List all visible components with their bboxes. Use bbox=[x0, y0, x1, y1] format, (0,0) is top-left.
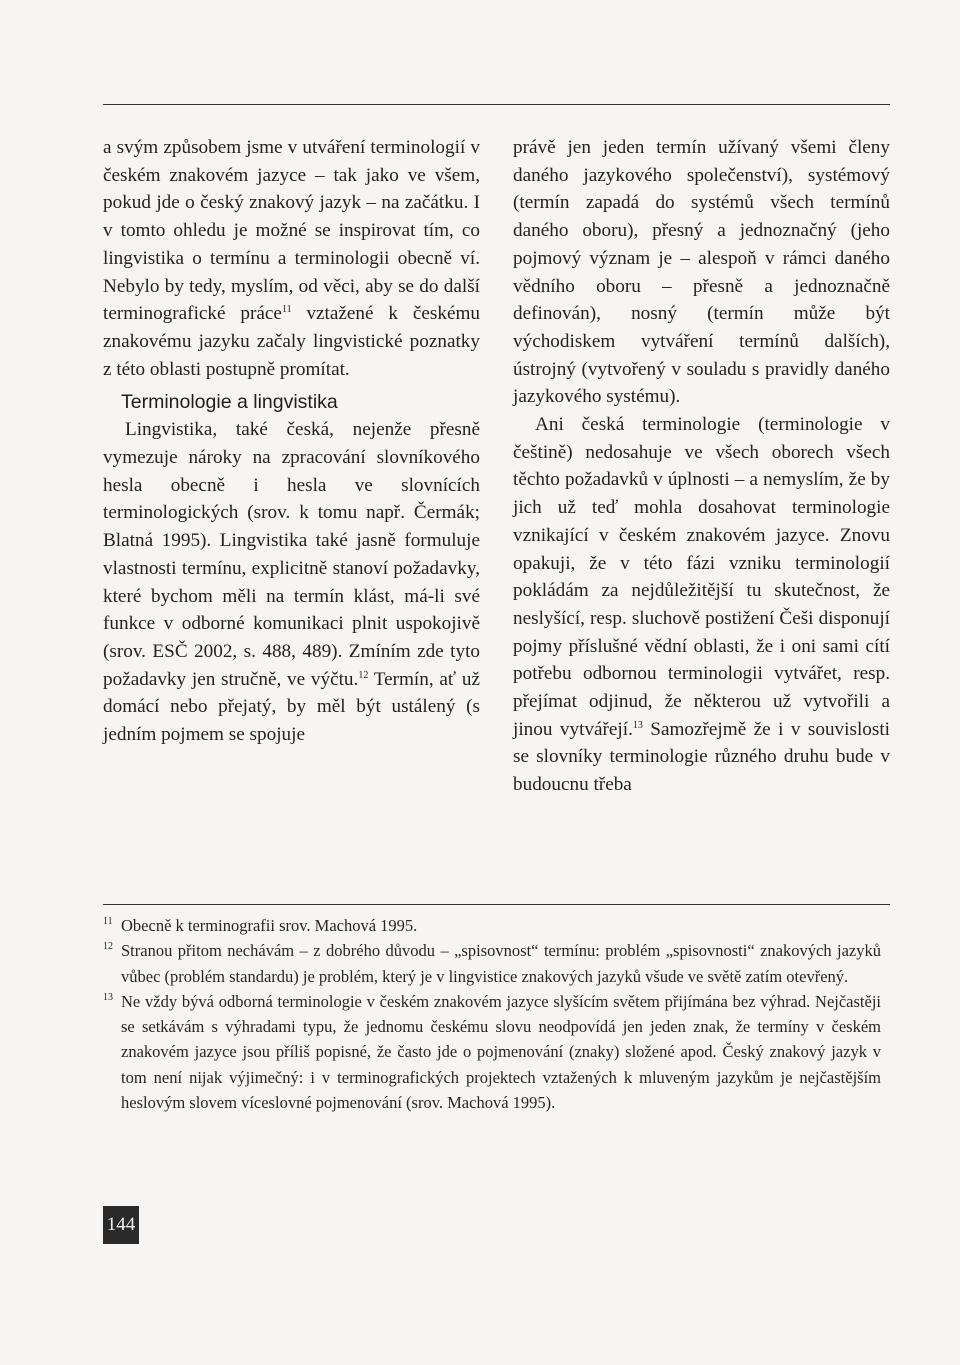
footnote-number: 11 bbox=[103, 916, 113, 927]
page-number: 144 bbox=[103, 1206, 139, 1244]
footnote-rule bbox=[103, 904, 890, 905]
footnote-number: 13 bbox=[103, 991, 113, 1003]
footnote-text: Obecně k terminografii srov. Machová 1995. bbox=[121, 916, 418, 935]
footnote-11 bbox=[103, 913, 881, 938]
footnotes bbox=[103, 913, 881, 1115]
footnote-ref-13[interactable]: 13 bbox=[632, 719, 643, 731]
section-heading: Terminologie a lingvistika bbox=[121, 391, 338, 414]
footnote-ref-11[interactable]: 11 bbox=[281, 304, 292, 316]
footnote-ref-12[interactable]: 12 bbox=[358, 669, 369, 681]
right-column bbox=[513, 134, 890, 799]
footnote-text: Stranou přitom nechávám – z dobrého důvodu – „spisovnost“ termínu: problém „spisovnosti“ znakových jazyků vůbec (problém standardu) je problém, který je v lingvistice znakových jazyků všude ve světě zatím otevřený. bbox=[121, 941, 881, 986]
footnote-12 bbox=[103, 938, 881, 989]
footnote-text: Ne vždy bývá odborná terminologie v českém znakovém jazyce slyšícím světem přijímána bez výhrad. Nejčastěji se setkávám s výhradami typu, že jednomu českému slovu neodpovídá jen jeden znak, že termíny v českém znakovém jazyce jsou příliš popisné, že často jde o pojmenování (znaky) složené apod. Český znakový jazyk v tom není nijak výjimečný: i v terminografických projektech vztažených k mluveným jazykům je nejčastějším heslovým slovem víceslovné pojmenování (srov. Machová 1995). bbox=[121, 991, 881, 1113]
right-paragraph-1: právě jen jeden termín užívaný všemi členy daného jazykového společenství), systémový (termín zapadá do systémů všech termínů daného oboru), přesný a jednoznačný (jeho pojmový význam je – alespoň v rámci daného vědního oboru – přesně a jednoznačně definován), nosný (termín může být východiskem vytváření termínů dalších), ústrojný (vytvořený v souladu s pravidly daného jazykového systému). bbox=[513, 137, 890, 408]
top-rule bbox=[103, 104, 890, 105]
footnote-13 bbox=[103, 989, 881, 1115]
left-paragraph-1: a svým způsobem jsme v utváření terminologií v českém znakovém jazyce – tak jako ve všem, pokud jde o český znakový jazyk – na začátku. I v tomto ohledu je možné se inspirovat tím, co lingvistika o termínu a terminologii obecně ví. Nebylo by tedy, myslím, od věci, aby se do další terminografické práce$^{11}$ vztažené k českému znakovému jazyku začaly lingvistické poznatky z této oblasti postupně promítat. bbox=[103, 137, 481, 380]
footnote-number: 12 bbox=[103, 941, 113, 953]
left-column bbox=[103, 134, 480, 749]
right-paragraph-2: Ani česká terminologie (terminologie v češtině) nedosahuje ve všech oborech všech těchto požadavků v úplnosti – a nemyslím, že by jich už teď mohla dosahovat terminologie vznikající v českém znakovém jazyce. Znovu opakuji, že v této fázi vzniku terminologií pokládám za nejdůležitější tu skutečnost, že neslyšící, resp. sluchově postižení Češi disponují pojmy příslušné vědní oblasti, že i oni sami cítí potřebu odbornou terminologii vytvářet, resp. přejímat odjinud, že některou už vytvořili a jinou vytvářejí.$^{13}$ Samozřejmě že i v souvislosti se slovníky terminologie různého druhu bude v budoucnu třeba bbox=[513, 414, 890, 796]
left-paragraph-2: Lingvistika, také česká, nejenže přesně vymezuje nároky na zpracování slovníkového hesla obecně i hesla ve slovnících terminologických (srov. k tomu např. Čermák; Blatná 1995). Lingvistika také jasně formuluje vlastnosti termínu, explicitně stanoví požadavky, které bychom měli na termín klást, má-li své funkce v odborné komunikaci plnit uspokojivě (srov. ESČ 2002, s. 488, 489). Zmíním zde tyto požadavky jen stručně, ve výčtu.$^{12}$ Termín, ať už domácí nebo přejatý, by měl být ustálený (s jedním pojmem se spojuje bbox=[103, 419, 480, 746]
